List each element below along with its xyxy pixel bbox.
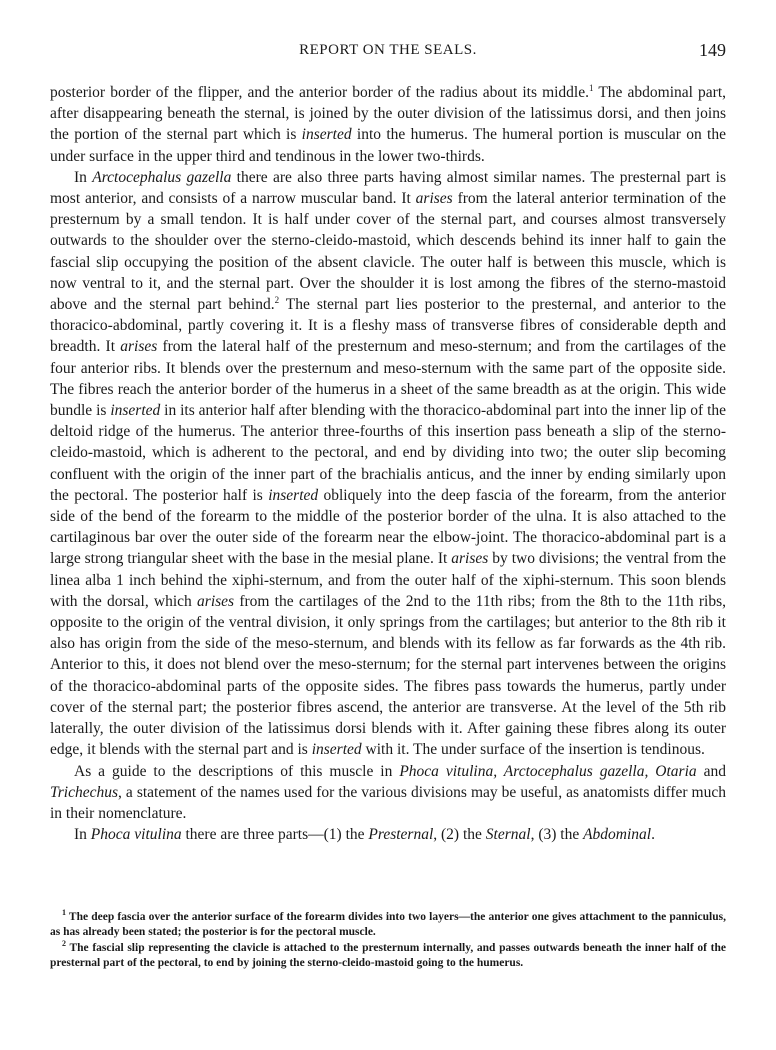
italic-run: Phoca vitulina, Arctocephalus gazella, Otaria (399, 762, 697, 780)
text-run: The abdominal part, after disappearing beneath the sternal, is joined by the outer division of the latissimus dorsi, and then joins the portion of the sternal part which is (50, 84, 727, 144)
text-run: from the lateral half of the presternum and meso-sternum; and from the cartilages of the four anterior ribs. It blends over the presternum and meso-sternum with the same part of the opposite side. The fibres reach the anterior border of the humerus in a sheet of the same breadth as at the origin. This wide bundle is (50, 338, 726, 420)
italic-run: Arctocephalus gazella (92, 168, 232, 186)
text-run: and (696, 762, 726, 780)
text-run: obliquely into the deep fascia of the forearm, from the anterior side of the bend of the forearm to the middle of the posterior border of the ulna. It is also attached to the cartilaginous bar over the outer side of the forearm near the elbow-joint. The thoracico-abdominal part is a large strong triangular sheet with the base in the mesial plane. It (50, 486, 727, 568)
text-run: As a guide to the descriptions of this muscle in (74, 762, 400, 780)
footnote (50, 910, 726, 940)
italic-run: inserted (301, 126, 352, 144)
text-run: The sternal part lies posterior to the presternal, and anterior to the thoracico-abdominal, partly covering it. It is a fleshy mass of transverse fibres of considerable depth and breadth. It (50, 296, 726, 356)
paragraph (50, 167, 726, 761)
text-run: The fascial slip representing the clavicle is attached to the presternum internally, and passes outwards beneath the inner half of the presternal part of the pectoral, to end by joining the sterno-cleido-mastoid going to the humerus. (50, 942, 726, 969)
paragraph (50, 761, 726, 825)
italic-run: Presternal (368, 826, 434, 844)
body-text (50, 82, 726, 845)
footnote-marker: 2 (274, 294, 280, 305)
italic-run: inserted (311, 741, 362, 759)
running-title: REPORT ON THE SEALS. (299, 42, 477, 58)
text-run: posterior border of the flipper, and the anterior border of the radius about its middle. (50, 84, 589, 101)
text-run: into the humerus. The humeral portion is muscular on the under surface in the upper third and tendinous in the lower two-thirds. (50, 126, 726, 165)
italic-run: inserted (268, 486, 319, 504)
text-run: in its anterior half after blending with the thoracico-abdominal part into the inner lip of the deltoid ridge of the humerus. The anterior three-fourths of this insertion pass beneath a slip of the sterno-cleido-mastoid, which is adherent to the pectoral, and end by dividing into two; the outer slip becoming confluent with the origin of the inner part of the brachialis anticus, and the inner by ending similarly upon the pectoral. The posterior half is (50, 402, 727, 504)
text-run: In (74, 168, 93, 186)
text-run: , (2) the (433, 826, 486, 844)
footnote-marker: 1 (589, 82, 594, 93)
text-run: . (651, 826, 655, 844)
text-run: with it. The under surface of the insertion is tendinous. (361, 741, 705, 759)
italic-run: Trichechus (50, 783, 119, 801)
text-run: there are three parts—(1) the (181, 826, 369, 844)
text-run: there are also three parts having almost similar names. The presternal part is most anterior, and consists of a narrow muscular band. It (50, 168, 727, 208)
paragraph (50, 82, 726, 167)
italic-run: Sternal (485, 826, 531, 844)
running-head (50, 40, 726, 62)
footnote-marker: 1 (62, 908, 66, 918)
footnote-marker: 2 (62, 939, 66, 949)
paragraph (50, 824, 726, 845)
text-run: , a statement of the names used for the various divisions may be useful, as anatomists differ much in their nomenclature. (50, 783, 726, 822)
footnotes (50, 910, 726, 972)
text-run: by two divisions; the ventral from the linea alba 1 inch behind the xiphi-sternum, and from the outer half of the xiphi-sternum. This soon blends with the dorsal, which (50, 550, 726, 610)
text-run: The deep fascia over the anterior surface of the forearm divides into two layers—the anterior one gives attachment to the panniculus, as has already been stated; the posterior is for the pectoral muscle. (50, 911, 726, 938)
italic-run: Abdominal (583, 826, 652, 844)
italic-run: inserted (110, 402, 161, 420)
page-number: 149 (699, 40, 726, 60)
italic-run: arises (120, 338, 158, 356)
text-run: from the lateral anterior termination of the presternum by a small tendon. It is half under cover of the sternal part, and courses almost transversely outwards to the shoulder over the sterno-cleido-mastoid, which descends behind its inner half to gain the fascial slip occupying the position of the absent clavicle. The outer half is between this muscle, which is now ventral to it, and the sternal part. Over the shoulder it is lost among the fibres of the sterno-mastoid above and the sternal part behind. (50, 190, 727, 314)
italic-run: arises (197, 592, 235, 610)
text-run: In (74, 826, 91, 844)
italic-run: arises (415, 190, 453, 208)
italic-run: Phoca vitulina (90, 826, 182, 844)
text-run: from the cartilages of the 2nd to the 11th ribs; from the 8th to the 11th ribs, opposite to the origin of the ventral division, it only springs from the cartilages; but anterior to the 8th rib it also has origin from the side of the meso-sternum, and blends with its fellow as far forwards as the 4th rib. Anterior to this, it does not blend over the meso-sternum; for the sternal part intervenes between the origins of the thoracico-abdominal parts of the opposite sides. The fibres pass towards the humerus, partly under cover of the sternal part; the posterior fibres ascend, the anterior are transverse. At the level of the 5th rib laterally, the outer division of the latissimus dorsi blends with it. After gaining these fibres along its outer edge, it blends with the sternal part and is (50, 592, 726, 759)
footnote (50, 941, 726, 971)
italic-run: arises (451, 550, 489, 568)
text-run: , (3) the (530, 826, 584, 844)
